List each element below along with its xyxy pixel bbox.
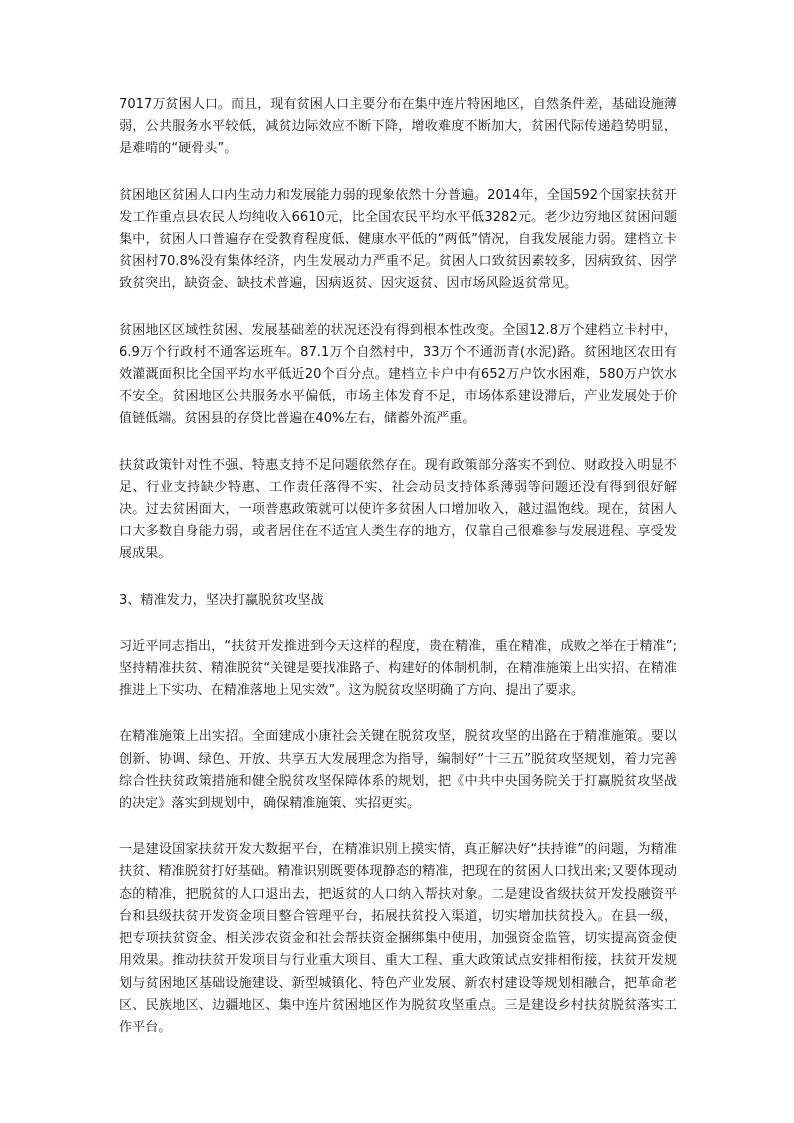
paragraph-4: 扶贫政策针对性不强、特惠支持不足问题依然存在。现有政策部分落实不到位、财政投入明显不足、行业支持缺少特惠、工作责任落得不实、社会动员支持体系薄弱等问题还没有得到很好解决。过去贫困面大，一项普惠政策就可以使许多贫困人口增加收入，越过温饱线。现在，贫困人口大多数自身能力弱，或者居住在不适宜人类生存的地方，仅靠自己很难参与发展进程、享受发展成果。: [119, 457, 677, 562]
paragraph-1: 7017万贫困人口。而且，现有贫困人口主要分布在集中连片特困地区，自然条件差，基础设施薄弱，公共服务水平较低，减贫边际效应不断下降，增收难度不断加大，贫困代际传递趋势明显，是难啃的“硬骨头”。: [119, 97, 677, 157]
paragraph-5: 习近平同志指出，“扶贫开发推进到今天这样的程度，贵在精准，重在精准，成败之举在于精准”;坚持精准扶贫、精准脱贫“关键是要找准路子、构建好的体制机制，在精准施策上出实招、在精准推进上下实功、在精准落地上见实效”。这为脱贫攻坚明确了方向、提出了要求。: [119, 638, 677, 699]
document-page: [119, 94, 677, 1063]
paragraph-6: 在精准施策上出实招。全面建成小康社会关键在脱贫攻坚，脱贫攻坚的出路在于精准施策。要以创新、协调、绿色、开放、共享五大发展理念为指导，编制好“十三五”脱贫攻坚规划，着力完善综合性扶贫政策措施和健全脱贫攻坚保障体系的规划，把《中共中央国务院关于打赢脱贫攻坚战的决定》落实到规划中，确保精准施策、实招更实。: [119, 729, 677, 812]
paragraph-2: 贫困地区贫困人口内生动力和发展能力弱的现象依然十分普遍。2014年，全国592个国家扶贫开发工作重点县农民人均纯收入6610元，比全国农民平均水平低3282元。老少边穷地区贫困问题集中，贫困人口普遍存在受教育程度低、健康水平低的“两低”情况，自我发展能力弱。建档立卡贫困村70.8%没有集体经济，内生发展动力严重不足。贫困人口致贫因素较多，因病致贫、因学致贫突出，缺资金、缺技术普遍，因病返贫、因灾返贫、因市场风险返贫常见。: [119, 187, 677, 292]
paragraph-3: 贫困地区区域性贫困、发展基础差的状况还没有得到根本性改变。全国12.8万个建档立卡村中，6.9万个行政村不通客运班车。87.1万个自然村中，33万个不通沥青(水泥)路。贫困地区农田有效灌溉面积比全国平均水平低近20个百分点。建档立卡户中有652万户饮水困难，580万户饮水不安全。贫困地区公共服务水平偏低，市场主体发育不足，市场体系建设滞后，产业发展处于价值链低端。贫困县的存贷比普遍在40%左右，储蓄外流严重。: [119, 322, 677, 427]
paragraph-7: 一是建设国家扶贫开发大数据平台，在精准识别上摸实情，真正解决好“扶持谁”的问题，为精准扶贫、精准脱贫打好基础。精准识别既要体现静态的精准，把现在的贫困人口找出来;又要体现动态的精准，把脱贫的人口退出去，把返贫的人口纳入帮扶对象。二是建设省级扶贫开发投融资平台和县级扶贫开发资金项目整合管理平台，拓展扶贫投入渠道，切实增加扶贫投入。在县一级，把专项扶贫资金、相关涉农资金和社会帮扶资金捆绑集中使用，加强资金监管，切实提高资金使用效果。推动扶贫开发项目与行业重大项目、重大工程、重大政策试点安排相衔接，扶贫开发规划与贫困地区基础设施建设、新型城镇化、特色产业发展、新农村建设等规划相融合，把革命老区、民族地区、边疆地区、集中连片贫困地区作为脱贫攻坚重点。三是建设乡村扶贫脱贫落实工作平台。: [119, 842, 677, 1035]
section-heading: 3、精准发力，坚决打赢脱贫攻坚战: [119, 592, 324, 608]
